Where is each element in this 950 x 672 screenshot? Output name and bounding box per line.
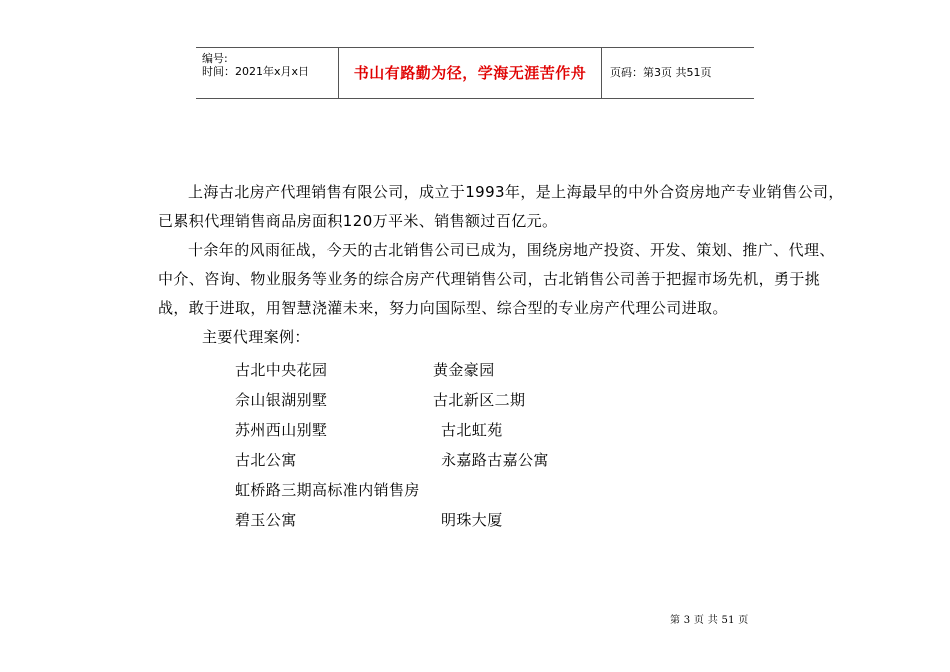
cases-list [235, 355, 635, 535]
list-item [235, 475, 635, 505]
case-left: 苏州西山别墅 [235, 421, 328, 439]
header-date-label: 时间：2021年x月x日 [202, 65, 310, 78]
header-motto: 书山有路勤为径，学海无涯苦作舟 [338, 48, 602, 98]
case-right: 黄金豪园 [433, 361, 495, 379]
list-item [235, 445, 635, 475]
header-meta-cell [196, 48, 338, 98]
list-item [235, 385, 635, 415]
case-right: 古北虹苑 [441, 421, 503, 439]
case-right: 明珠大厦 [441, 511, 503, 529]
case-left: 古北公寓 [235, 451, 297, 469]
cases-heading: 主要代理案例： [202, 328, 310, 346]
document-body [158, 178, 848, 352]
case-left: 佘山银湖别墅 [235, 391, 328, 409]
document-header [196, 47, 754, 99]
list-item [235, 505, 635, 535]
case-right: 永嘉路古嘉公寓 [441, 451, 549, 469]
list-item [235, 415, 635, 445]
case-right: 古北新区二期 [433, 391, 526, 409]
header-number-label: 编号: [202, 52, 228, 65]
list-item [235, 355, 635, 385]
paragraph-company-intro: 上海古北房产代理销售有限公司，成立于1993年，是上海最早的中外合资房地产专业销售公司，已累积代理销售商品房面积120万平米、销售额过百亿元。 [158, 183, 844, 230]
header-page-info: 页码：第3页 共51页 [610, 66, 712, 79]
case-left: 虹桥路三期高标准内销售房 [235, 481, 420, 499]
paragraph-company-history: 十余年的风雨征战，今天的古北销售公司已成为，围绕房地产投资、开发、策划、推广、代理、中介、咨询、物业服务等业务的综合房产代理销售公司，古北销售公司善于把握市场先机，勇于挑战，敢于进取，用智慧浇灌未来，努力向国际型、综合型的专业房产代理公司进取。 [158, 241, 835, 317]
case-left: 碧玉公寓 [235, 511, 297, 529]
case-left: 古北中央花园 [235, 361, 328, 379]
page-number-footer: 第 3 页 共 51 页 [670, 615, 749, 626]
